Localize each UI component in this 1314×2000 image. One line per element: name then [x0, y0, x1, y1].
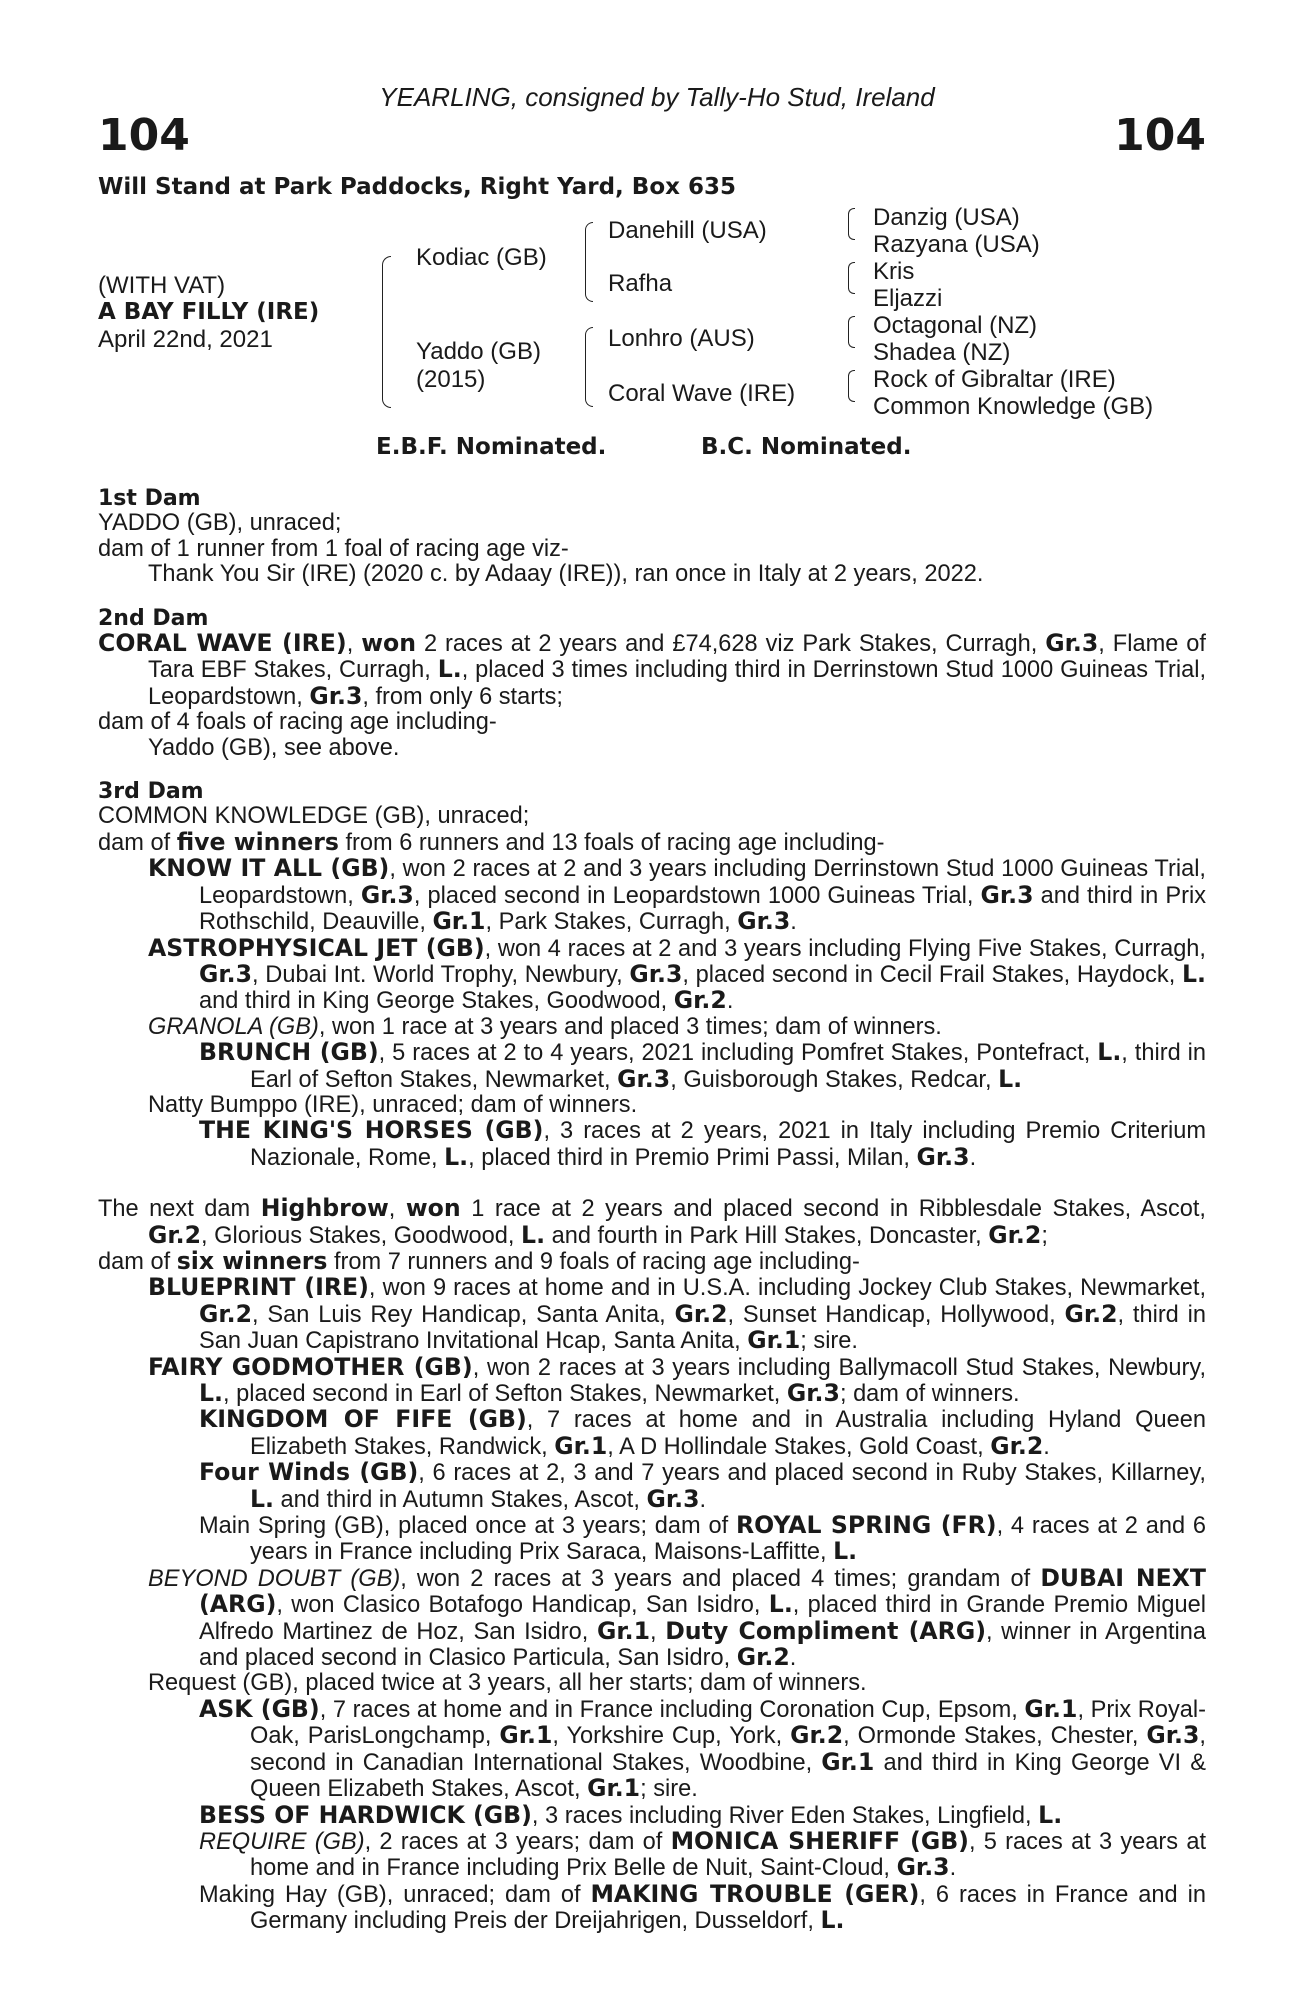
family-entry: dam of six winners from 7 runners and 9 foals of racing age including-	[98, 1246, 860, 1275]
highlighted-name: Gr.3	[916, 1142, 970, 1171]
family-entry: dam of five winners from 6 runners and 13 foals of racing age including-	[98, 827, 885, 856]
highlighted-name: FAIRY GODMOTHER (GB)	[148, 1352, 473, 1381]
highlighted-name: L.	[820, 1906, 845, 1935]
family-entry: Four Winds (GB), 6 races at 2, 3 and 7 years and placed second in Ruby Stakes, Killarney, L. and third in Autumn Stakes, Ascot, Gr.3.	[199, 1458, 1206, 1513]
highlighted-name: Gr.1	[747, 1326, 801, 1355]
family-entry: ASK (GB), 7 races at home and in France including Coronation Cup, Epsom, Gr.1, Prix Royal-Oak, ParisLongchamp, Gr.1, Yorkshire Cup, York, Gr.2, Ormonde Stakes, Chester, Gr.3, second in Canadian International Stakes, Woodbine, Gr.1 and third in King George VI & Queen Elizabeth Stakes, Ascot, Gr.1; sire.	[199, 1694, 1206, 1803]
highlighted-name: Gr.3	[980, 880, 1034, 909]
family-entry: GRANOLA (GB), won 1 race at 3 years and placed 3 times; dam of winners.	[148, 1013, 942, 1040]
section-heading: 1st Dam	[98, 486, 201, 511]
highlighted-name: Gr.2	[736, 1643, 790, 1672]
horse-name: A BAY FILLY (IRE)	[98, 299, 320, 325]
family-entry: Request (GB), placed twice at 3 years, all her starts; dam of winners.	[148, 1670, 867, 1697]
highlighted-name: Gr.1	[587, 1774, 641, 1803]
highlighted-name: Gr.3	[360, 880, 414, 909]
family-entry: Natty Bumppo (IRE), unraced; dam of winners.	[148, 1091, 638, 1118]
highlighted-name: L.	[437, 655, 462, 684]
consignment-line: YEARLING, consigned by Tally-Ho Stud, Ireland	[379, 82, 935, 112]
highlighted-name: KNOW IT ALL (GB)	[148, 854, 390, 883]
pedigree-brace-g2	[848, 262, 855, 294]
highlighted-name: L.	[1038, 1800, 1063, 1829]
lot-number-right: 104	[1114, 110, 1206, 161]
highlighted-name: Gr.3	[786, 1379, 840, 1407]
pedigree-brace-sire	[585, 222, 593, 302]
italic-name: GRANOLA (GB)	[148, 1013, 319, 1040]
ebf-nomination: E.B.F. Nominated.	[376, 434, 607, 460]
highlighted-name: L.	[444, 1142, 469, 1171]
family-entry: The next dam Highbrow, won 1 race at 2 years and placed second in Ribblesdale Stakes, Ascot, Gr.2, Glorious Stakes, Goodwood, L. and fourth in Park Hill Stakes, Doncaster, Gr.2;	[98, 1194, 1206, 1249]
family-entry: Yaddo (GB), see above.	[148, 734, 400, 761]
highlighted-name: Duty Compliment (ARG)	[665, 1616, 986, 1645]
family-entry: BESS OF HARDWICK (GB), 3 races including River Eden Stakes, Lingfield, L.	[199, 1800, 1063, 1829]
highlighted-name: five winners	[176, 827, 339, 856]
family-entry: Thank You Sir (IRE) (2020 c. by Adaay (IRE)), ran once in Italy at 2 years, 2022.	[148, 561, 984, 588]
stand-location: Will Stand at Park Paddocks, Right Yard, Box 635	[98, 174, 736, 200]
ancestor-4: Eljazzi	[873, 285, 943, 312]
highlighted-name: L.	[998, 1064, 1023, 1093]
highlighted-name: Gr.2	[990, 1431, 1044, 1460]
highlighted-name: L.	[199, 1379, 223, 1407]
highlighted-name: Gr.3	[896, 1853, 950, 1882]
highlighted-name: Gr.1	[1024, 1694, 1078, 1723]
highlighted-name: Gr.1	[554, 1431, 608, 1460]
pedigree-brace-dam	[585, 327, 593, 407]
catalogue-body	[98, 486, 1206, 1935]
family-entry: BEYOND DOUBT (GB), won 2 races at 3 years and placed 4 times; grandam of DUBAI NEXT (ARG), won Clasico Botafogo Handicap, San Isidro, L., placed third in Grande Premio Miguel Alfredo Martinez de Hoz, San Isidro, Gr.1, Duty Compliment (ARG), winner in Argentina and placed second in Clasico Particula, San Isidro, Gr.2.	[148, 1563, 1206, 1672]
vat-note: (WITH VAT)	[98, 272, 226, 299]
highlighted-name: Gr.1	[596, 1616, 650, 1645]
ancestor-8: Common Knowledge (GB)	[873, 393, 1154, 420]
family-entry: COMMON KNOWLEDGE (GB), unraced;	[98, 803, 530, 830]
foaling-date: April 22nd, 2021	[98, 326, 273, 353]
family-entry: THE KING'S HORSES (GB), 3 races at 2 years, 2021 in Italy including Premio Criterium Nazionale, Rome, L., placed third in Premio Primi Passi, Milan, Gr.3.	[199, 1116, 1206, 1171]
family-entry: ASTROPHYSICAL JET (GB), won 4 races at 2 and 3 years including Flying Five Stakes, Curragh, Gr.3, Dubai Int. World Trophy, Newbury, Gr.3, placed second in Cecil Frail Stakes, Haydock, L. and third in King George Stakes, Goodwood, Gr.2.	[148, 933, 1206, 1015]
highlighted-name: L.	[250, 1484, 274, 1513]
highlighted-name: L.	[1097, 1038, 1122, 1067]
highlighted-name: Gr.3	[617, 1064, 671, 1093]
sire-of-dam: Lonhro (AUS)	[608, 325, 755, 352]
family-entry: BRUNCH (GB), 5 races at 2 to 4 years, 2021 including Pomfret Stakes, Pontefract, L., third in Earl of Sefton Stakes, Newmarket, Gr.3, Guisborough Stakes, Redcar, L.	[199, 1038, 1207, 1093]
pedigree-brace-g4	[848, 370, 855, 402]
ancestor-2: Razyana (USA)	[873, 231, 1040, 258]
highlighted-name: Gr.3	[1146, 1721, 1200, 1750]
pedigree-brace-g1	[848, 208, 855, 240]
highlighted-name: Gr.1	[821, 1747, 875, 1776]
italic-name: REQUIRE (GB)	[199, 1828, 365, 1855]
italic-name: BEYOND DOUBT (GB)	[148, 1565, 401, 1592]
highlighted-name: MAKING TROUBLE (GER)	[590, 1879, 920, 1908]
sire-name: Kodiac (GB)	[416, 244, 547, 271]
pedigree-brace-g3	[848, 316, 855, 348]
dam-of-dam: Coral Wave (IRE)	[608, 380, 796, 407]
highlighted-name: DUBAI NEXT (ARG)	[199, 1563, 1206, 1619]
highlighted-name: won	[405, 1194, 461, 1223]
highlighted-name: Gr.2	[199, 1299, 253, 1328]
family-entry: dam of 1 runner from 1 foal of racing age viz-	[98, 535, 569, 562]
highlighted-name: THE KING'S HORSES (GB)	[199, 1116, 544, 1145]
lot-number-left: 104	[98, 110, 190, 161]
family-entry: KNOW IT ALL (GB), won 2 races at 2 and 3 years including Derrinstown Stud 1000 Guineas Trial, Leopardstown, Gr.3, placed second in Leopardstown 1000 Guineas Trial, Gr.3 and third in Prix Rothschild, Deauville, Gr.1, Park Stakes, Curragh, Gr.3.	[148, 854, 1206, 936]
highlighted-name: ASTROPHYSICAL JET (GB)	[148, 933, 485, 962]
family-entry: REQUIRE (GB), 2 races at 3 years; dam of MONICA SHERIFF (GB), 5 races at 3 years at home and in France including Prix Belle de Nuit, Saint-Cloud, Gr.3.	[199, 1826, 1207, 1882]
family-entry: KINGDOM OF FIFE (GB), 7 races at home and in Australia including Hyland Queen Elizabeth Stakes, Randwick, Gr.1, A D Hollindale Stakes, Gold Coast, Gr.2.	[199, 1405, 1206, 1460]
highlighted-name: Gr.1	[432, 907, 486, 936]
ancestor-7: Rock of Gibraltar (IRE)	[873, 366, 1116, 393]
family-entry: YADDO (GB), unraced;	[98, 510, 342, 537]
highlighted-name: L.	[1181, 959, 1206, 988]
ancestor-6: Shadea (NZ)	[873, 339, 1011, 366]
highlighted-name: Gr.3	[309, 681, 363, 710]
bc-nomination: B.C. Nominated.	[701, 434, 912, 460]
dam-year: (2015)	[416, 366, 486, 393]
highlighted-name: Gr.3	[629, 959, 683, 988]
highlighted-name: BLUEPRINT (IRE)	[148, 1273, 369, 1302]
highlighted-name: Gr.3	[737, 907, 791, 936]
highlighted-name: ASK (GB)	[199, 1694, 320, 1723]
family-entry: dam of 4 foals of racing age including-	[98, 709, 497, 736]
highlighted-name: MONICA SHERIFF (GB)	[670, 1826, 969, 1855]
highlighted-name: BRUNCH (GB)	[199, 1038, 379, 1067]
sire-of-sire: Danehill (USA)	[608, 217, 767, 244]
highlighted-name: six winners	[176, 1246, 328, 1275]
family-entry: BLUEPRINT (IRE), won 9 races at home and in U.S.A. including Jockey Club Stakes, Newmarket, Gr.2, San Luis Rey Handicap, Santa Anita, Gr.2, Sunset Handicap, Hollywood, Gr.2, third in San Juan Capistrano Invitational Hcap, Santa Anita, Gr.1; sire.	[148, 1273, 1207, 1355]
section-heading: 2nd Dam	[98, 605, 209, 631]
highlighted-name: BESS OF HARDWICK (GB)	[199, 1800, 532, 1829]
section-heading: 3rd Dam	[98, 779, 204, 805]
dam-of-sire: Rafha	[608, 270, 673, 297]
highlighted-name: L.	[521, 1220, 546, 1249]
highlighted-name: Gr.3	[646, 1484, 700, 1513]
highlighted-name: Gr.3	[1045, 629, 1099, 658]
family-entry: Main Spring (GB), placed once at 3 years; dam of ROYAL SPRING (FR), 4 races at 2 and 6 years in France including Prix Saraca, Maisons-Laffitte, L.	[199, 1511, 1207, 1566]
highlighted-name: Gr.1	[499, 1721, 553, 1750]
spacer	[98, 1171, 1206, 1196]
highlighted-name: ROYAL SPRING (FR)	[735, 1511, 997, 1540]
highlighted-name: CORAL WAVE (IRE)	[98, 629, 347, 658]
family-entry: FAIRY GODMOTHER (GB), won 2 races at 3 years including Ballymacoll Stud Stakes, Newbury, L., placed second in Earl of Sefton Stakes, Newmarket, Gr.3; dam of winners.	[148, 1352, 1207, 1407]
highlighted-name: Gr.2	[674, 1299, 728, 1328]
highlighted-name: KINGDOM OF FIFE (GB)	[199, 1405, 527, 1434]
highlighted-name: L.	[768, 1590, 793, 1619]
highlighted-name: Four Winds (GB)	[199, 1458, 419, 1487]
highlighted-name: Gr.2	[148, 1220, 202, 1249]
highlighted-name: L.	[833, 1537, 858, 1566]
highlighted-name: won	[361, 629, 417, 658]
highlighted-name: Gr.2	[988, 1220, 1042, 1249]
ancestor-1: Danzig (USA)	[873, 204, 1020, 231]
pedigree-brace-main	[382, 256, 391, 408]
dam-name: Yaddo (GB)	[416, 338, 541, 365]
highlighted-name: Gr.2	[1064, 1299, 1118, 1328]
ancestor-3: Kris	[873, 258, 915, 285]
highlighted-name: Gr.3	[199, 959, 253, 988]
highlighted-name: Gr.2	[790, 1721, 844, 1750]
highlighted-name: Gr.2	[673, 986, 727, 1015]
family-entry: CORAL WAVE (IRE), won 2 races at 2 years and £74,628 viz Park Stakes, Curragh, Gr.3, Flame of Tara EBF Stakes, Curragh, L., placed 3 times including third in Derrinstown Stud 1000 Guineas Trial, Leopardstown, Gr.3, from only 6 starts;	[98, 629, 1207, 710]
ancestor-5: Octagonal (NZ)	[873, 312, 1038, 339]
highlighted-name: Highbrow	[260, 1194, 389, 1223]
family-entry: Making Hay (GB), unraced; dam of MAKING TROUBLE (GER), 6 races in France and in Germany including Preis der Dreijahrigen, Dusseldorf, L.	[199, 1879, 1206, 1935]
